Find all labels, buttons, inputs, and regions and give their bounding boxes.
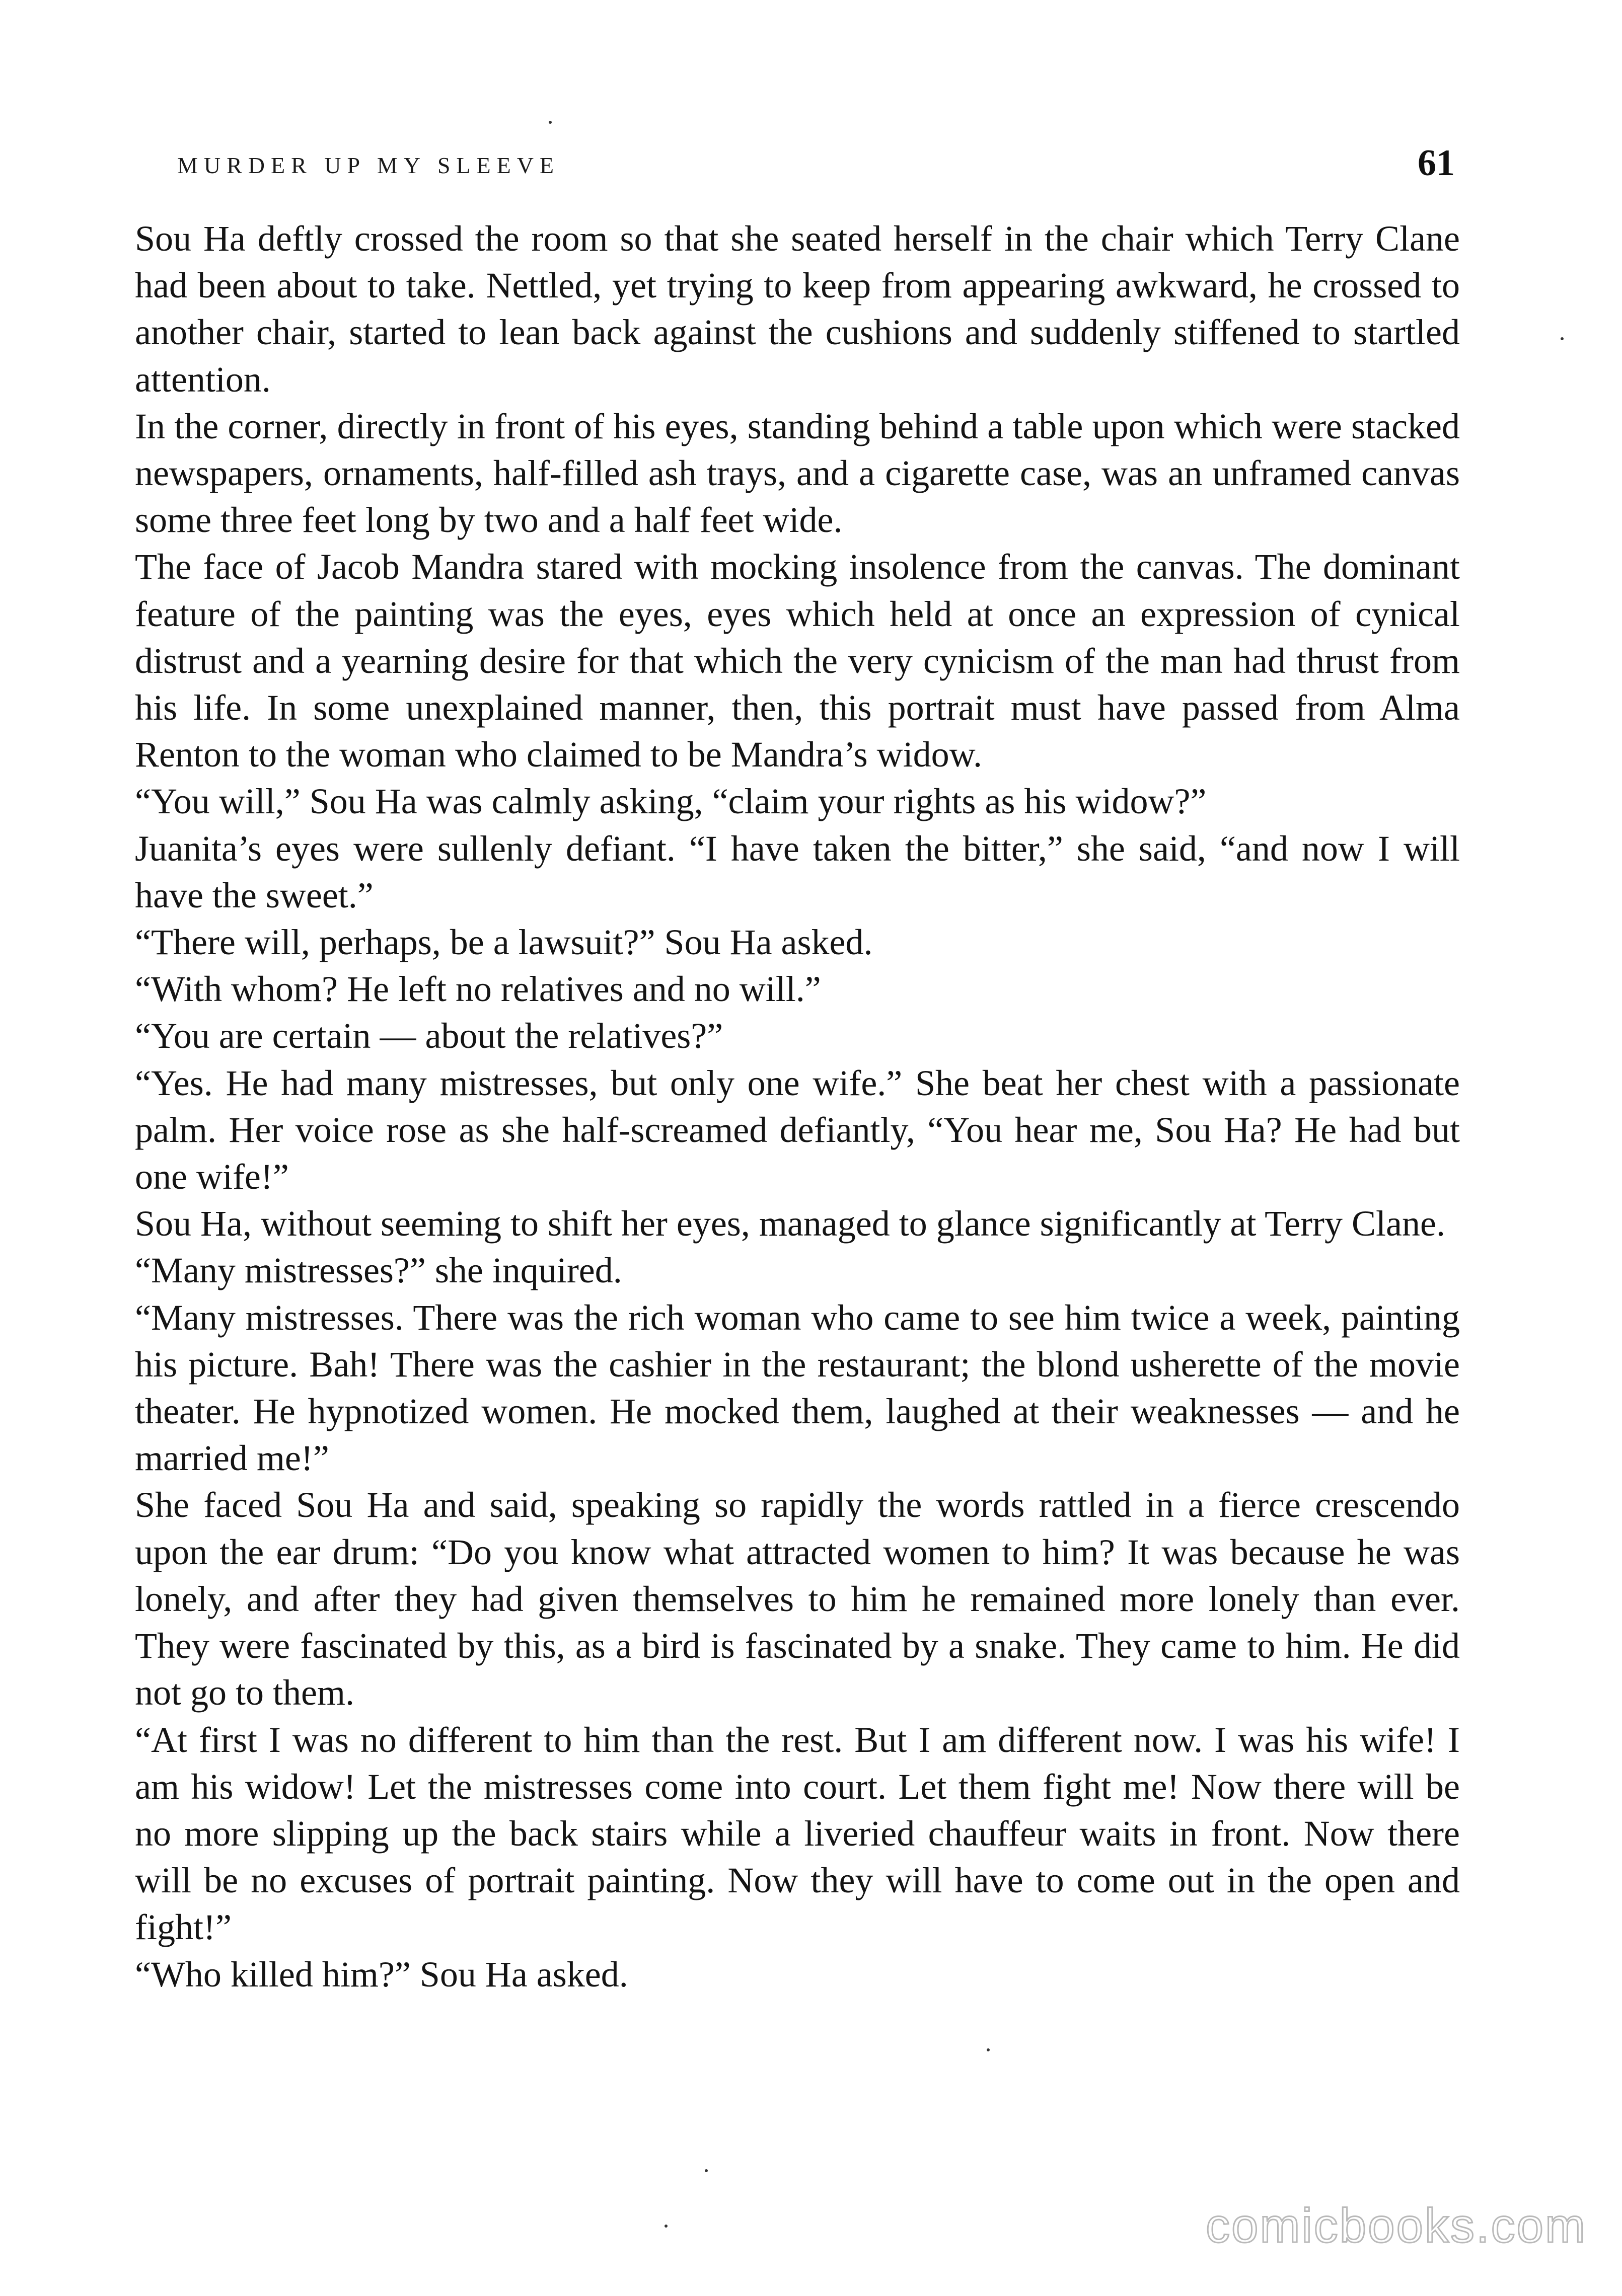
paragraph: Juanita’s eyes were sullenly defiant. “I have taken the bitter,” she said, “and now I will have the sweet.” [135,828,1460,915]
print-speck [987,2048,990,2051]
paragraph: “At first I was no different to him than the rest. But I am different now. I was his wife! I am his widow! Let the mistresses come into court. Let them fight me! Now there will be no more slipping up the back stairs while a liveried chauffeur waits in front. Now there will be no excuses of portrait painting. Now they will have to come out in the open and fight!” [135,1719,1460,1948]
paragraph: The face of Jacob Mandra stared with mocking insolence from the canvas. The dominant feature of the painting was the eyes, eyes which held at once an expression of cynical distrust and a yearning desire for that which the very cynicism of the man had thrust from his life. In some unexplained manner, then, this portrait must have passed from Alma Renton to the woman who claimed to be Mandra’s widow. [135,547,1460,775]
paragraph: “With whom? He left no relatives and no will.” [135,969,821,1010]
paragraph: She faced Sou Ha and said, speaking so rapidly the words rattled in a fierce crescendo upon the ear drum: “Do you know what attracted women to him? It was because he was lonely, and after they had given themselves to him he remained more lonely than ever. They were fascinated by this, as a bird is fascinated by a snake. They came to him. He did not go to them. [135,1485,1460,1713]
print-speck [665,2225,668,2228]
paragraph: “There will, perhaps, be a lawsuit?” Sou Ha asked. [135,922,873,963]
print-speck [1561,337,1564,340]
page-number: 61 [1418,142,1455,184]
running-title: MURDER UP MY SLEEVE [177,152,560,178]
paragraph: “Many mistresses. There was the rich woman who came to see him twice a week, painting his picture. Bah! There was the cashier in the restaurant; the blond usherette of the movie theater. He hypnotized women. He mocked them, laughed at their weaknesses — and he married me!” [135,1297,1460,1479]
paragraph: Sou Ha deftly crossed the room so that she seated herself in the chair which Terry Clane had been about to take. Nettled, yet trying to keep from appearing awkward, he crossed to another chair, started to lean back against the cushions and suddenly stiffened to startled attention. [135,218,1460,400]
print-speck [549,121,552,124]
paragraph: Sou Ha, without seeming to shift her eyes, managed to glance significantly at Terry Clane. [135,1203,1445,1244]
paragraph: In the corner, directly in front of his eyes, standing behind a table upon which were stacked newspapers, ornaments, half-filled ash trays, and a cigarette case, was an unframed canvas some three feet long by two and a half feet wide. [135,406,1460,541]
paragraph: “Yes. He had many mistresses, but only one wife.” She beat her chest with a passionate palm. Her voice rose as she half-screamed defiantly, “You hear me, Sou Ha? He had but one wife!” [135,1062,1460,1197]
paragraph: “You will,” Sou Ha was calmly asking, “claim your rights as his widow?” [135,781,1207,822]
paragraph: “Many mistresses?” she inquired. [135,1250,622,1291]
paragraph: “Who killed him?” Sou Ha asked. [135,1954,628,1995]
body-text [135,215,1460,1998]
print-speck [705,2169,708,2172]
paragraph: “You are certain — about the relatives?” [135,1016,723,1056]
watermark: comicbooks.com [1206,2199,1587,2253]
